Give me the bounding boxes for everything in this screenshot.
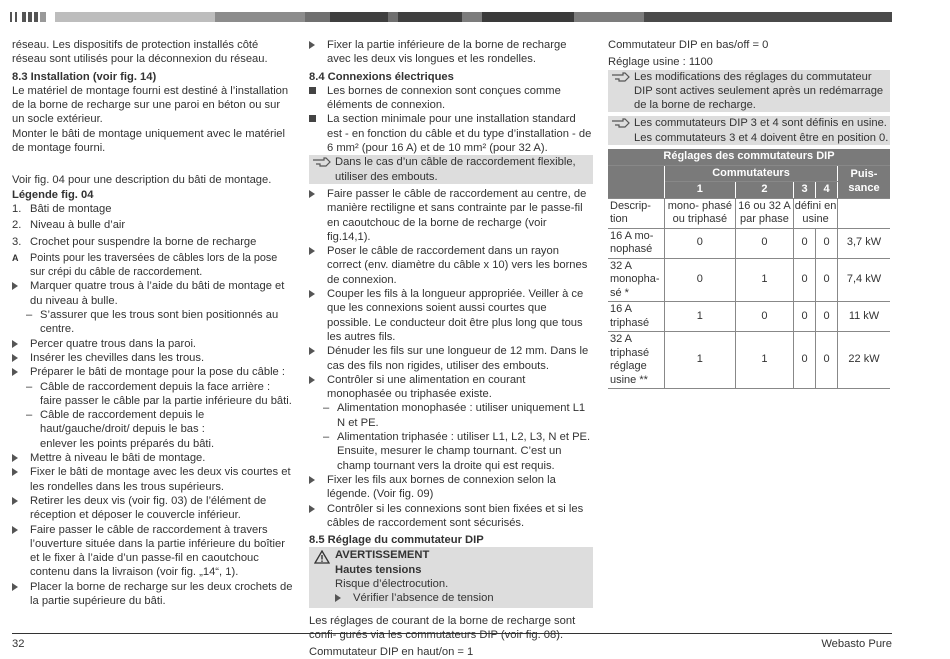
step-item: Faire passer le câble de raccordement au centre, de manière rectiligne et sans contrainte par le passe-fil en caoutchouc de la borne de recharge (voir fig.14,1).	[309, 187, 593, 244]
arrow-icon	[309, 247, 315, 255]
step-item: Couper les fils à la longueur appropriée. Veiller à ce que les connexions soient aussi courtes que possible. Le conducteur doit être plus long que tous les autres fils.	[309, 287, 593, 344]
warning-subtitle: Hautes tensions	[335, 563, 422, 576]
brand-name: Webasto Pure	[821, 638, 892, 650]
paragraph: Voir fig. 04 pour une description du bâti de montage.	[12, 174, 272, 187]
arrow-icon	[12, 583, 18, 591]
paragraph: Monter le bâti de montage uniquement avec le matériel de montage fourni.	[12, 127, 286, 155]
row-label: 32 A triphasé réglage usine **	[608, 332, 665, 389]
step-item: Fixer la partie inférieure de la borne de recharge avec les deux vis longues et les rondelles.	[309, 38, 593, 67]
arrow-icon	[335, 594, 341, 602]
square-bullet-icon	[309, 87, 316, 94]
note-box: Les commutateurs DIP 3 et 4 sont définis en usine. Les commutateurs 3 et 4 doivent être en position 0.	[608, 116, 890, 145]
arrow-icon	[309, 505, 315, 513]
row-label: 16 A mo- nophasé	[608, 228, 665, 258]
page-number: 32	[12, 638, 25, 650]
note-box: Dans le cas d’un câble de raccordement flexible, utiliser des embouts.	[309, 155, 593, 184]
arrow-icon	[12, 468, 18, 476]
row-label: Descrip- tion	[608, 198, 665, 228]
arrow-icon	[309, 41, 315, 49]
arrow-icon	[309, 347, 315, 355]
arrow-icon	[309, 376, 315, 384]
paragraph: Commutateur DIP en bas/off = 0	[608, 39, 769, 51]
square-bullet-icon	[309, 115, 316, 122]
column-header: 3	[794, 182, 816, 199]
table-cell: 0	[794, 302, 816, 332]
step-item: Poser le câble de raccordement dans un rayon correct (env. diamètre du câble x 10) vers les bornes de connexion.	[309, 244, 593, 287]
step-item: Dénuder les fils sur une longueur de 12 mm. Dans le cas des fils non rigides, utiliser des embouts.	[309, 344, 593, 373]
legend-number: 2.	[12, 219, 22, 232]
legend-title: Légende fig. 04	[12, 188, 94, 201]
sub-step: – Alimentation triphasée : utiliser L1, L2, L3, N et PE. Ensuite, mesurer le champ tournant. C’est un champ tournant vers la droite qui est requis.	[323, 431, 591, 472]
bullet-item: Les bornes de connexion sont conçues comme éléments de connexion.	[309, 84, 593, 113]
row-label: 16 A triphasé	[608, 302, 665, 332]
table-subheader: Commutateurs	[665, 165, 838, 182]
arrow-icon	[12, 368, 18, 376]
step-item: Contrôler si les connexions sont bien fixées et si les câbles de raccordement sont sécurisés.	[309, 502, 593, 531]
warning-box	[309, 547, 593, 607]
warning-text: Risque d’électrocution.	[335, 577, 449, 590]
table-row	[608, 228, 890, 258]
paragraph: réseau. Les dispositifs de protection installés côté réseau sont utilisés pour la déconnexion du réseau.	[12, 39, 268, 66]
sub-step: – S’assurer que les trous sont bien positionnés au centre.	[26, 309, 279, 336]
table-cell: 0	[794, 332, 816, 389]
warning-triangle-icon	[314, 550, 330, 568]
table-cell: 0	[816, 228, 838, 258]
table-cell: 1	[665, 302, 736, 332]
table-cell: défini en usine	[794, 198, 838, 228]
paragraph: Commutateur DIP en haut/on = 1	[309, 646, 474, 659]
power-cell: 3,7 kW	[838, 228, 891, 258]
section-heading-8-4: 8.4 Connexions électriques	[309, 70, 454, 83]
pointing-hand-icon	[312, 156, 332, 172]
table-cell	[838, 198, 891, 228]
arrow-icon	[309, 476, 315, 484]
step-item: Retirer les deux vis (voir fig. 03) de l’élément de réception et déposer le couvercle inférieur.	[12, 494, 294, 523]
table-cell: 0	[794, 258, 816, 302]
step-item: Percer quatre trous dans la paroi.	[12, 337, 294, 351]
legend-item	[12, 218, 294, 232]
table-cell: 0	[735, 302, 793, 332]
legend-text: Crochet pour suspendre la borne de recharge	[30, 235, 257, 248]
sub-step: – Câble de raccordement depuis la face arrière :	[26, 380, 271, 393]
column-header: 1	[665, 182, 736, 199]
table-cell: 0	[794, 228, 816, 258]
table-cell: 1	[735, 258, 793, 302]
table-cell: 16 ou 32 A par phase	[735, 198, 793, 228]
table-cell: 1	[665, 332, 736, 389]
table-title: Réglages des commutateurs DIP	[608, 149, 890, 165]
table-cell: 0	[665, 228, 736, 258]
power-cell: 7,4 kW	[838, 258, 891, 302]
step-item: Placer la borne de recharge sur les deux crochets de la partie supérieure du bâti.	[12, 580, 294, 609]
step-item: Contrôler si une alimentation en courant monophasée ou triphasée existe.	[309, 373, 593, 402]
column-right	[608, 38, 890, 389]
step-item: Faire passer le câble de raccordement à travers l’ouverture située dans la partie inférieure du boîtier et le fixer à l’aide d’un passe-fil en caoutchouc contenu dans la livraison (voir fig. „14“, 1).	[12, 523, 294, 580]
column-header: 2	[735, 182, 793, 199]
power-header: Puis- sance	[838, 165, 891, 198]
arrow-icon	[12, 526, 18, 534]
section-heading-8-5: 8.5 Réglage du commutateur DIP	[309, 534, 484, 547]
arrow-icon	[12, 354, 18, 362]
table-cell: 0	[665, 258, 736, 302]
column-header: 4	[816, 182, 838, 199]
table-row	[608, 332, 890, 389]
table-row	[608, 258, 890, 302]
pointing-hand-icon	[611, 71, 631, 87]
arrow-icon	[309, 290, 315, 298]
table-cell: 1	[735, 332, 793, 389]
sub-step-continuation: faire passer le câble par la partie inférieure du bâti.	[40, 394, 292, 407]
sub-step: – Alimentation monophasée : utiliser uniquement L1 N et PE.	[323, 402, 586, 429]
step-item: Mettre à niveau le bâti de montage.	[12, 451, 294, 465]
table-cell: 0	[816, 258, 838, 302]
legend-text: Bâti de montage	[30, 202, 112, 215]
legend-item	[12, 202, 294, 216]
table-row	[608, 302, 890, 332]
paragraph: Le matériel de montage fourni est destiné à l’installation de la borne de recharge sur une paroi en béton ou sur un socle extérieur.	[12, 84, 289, 126]
sub-step: – Câble de raccordement depuis le haut/gauche/droit/ depuis le bas :	[26, 409, 205, 436]
header-bar	[10, 12, 892, 22]
power-cell: 11 kW	[838, 302, 891, 332]
bullet-item: La section minimale pour une installation standard est - en fonction du câble et du type d’installation - de 6 mm² (pour 16 A) et de 10 mm² (pour 32 A).	[309, 112, 593, 155]
dip-settings-table	[608, 149, 890, 389]
arrow-icon	[12, 454, 18, 462]
legend-number: 3.	[12, 235, 22, 248]
table-cell: mono- phasé ou triphasé	[665, 198, 736, 228]
table-cell: 0	[735, 228, 793, 258]
step-item: Marquer quatre trous à l’aide du bâti de montage et du niveau à bulle.	[12, 279, 294, 308]
note-box: Les modifications des réglages du commutateur DIP sont actives seulement après un redémarrage de la borne de recharge.	[608, 70, 890, 113]
step-item: Insérer les chevilles dans les trous.	[12, 351, 294, 365]
footer	[12, 633, 892, 650]
paragraph: Les réglages de courant de la borne de recharge sont confi- gurés via les commutateurs DIP (voir fig. 08).	[309, 614, 576, 641]
power-cell: 22 kW	[838, 332, 891, 389]
step-item: Fixer le bâti de montage avec les deux vis courtes et les rondelles dans les trous supérieurs.	[12, 465, 294, 494]
step-item: Préparer le bâti de montage pour la pose du câble :	[12, 365, 294, 379]
arrow-icon	[309, 190, 315, 198]
table-cell: 0	[816, 302, 838, 332]
arrow-icon	[12, 282, 18, 290]
column-left	[12, 38, 294, 608]
legend-number: A	[12, 252, 19, 263]
arrow-icon	[12, 340, 18, 348]
sub-step-continuation: enlever les points préparés du bâti.	[40, 437, 215, 450]
warning-action: Vérifier l’absence de tension	[335, 591, 593, 605]
legend-item	[12, 251, 294, 280]
paragraph: Réglage usine : 1100	[608, 56, 713, 69]
legend-text: Points pour les traversées de câbles lors de la pose sur crépi du câble de raccordement.	[30, 251, 278, 279]
legend-item	[12, 235, 294, 249]
column-middle	[309, 38, 593, 659]
table-cell: 0	[816, 332, 838, 389]
step-item: Fixer les fils aux bornes de connexion selon la légende. (Voir fig. 09)	[309, 473, 593, 502]
warning-title: AVERTISSEMENT	[335, 549, 430, 562]
legend-text: Niveau à bulle d’air	[30, 219, 126, 232]
arrow-icon	[12, 497, 18, 505]
row-label: 32 A monopha- sé *	[608, 258, 665, 302]
pointing-hand-icon	[611, 117, 631, 133]
legend-number: 1.	[12, 202, 22, 215]
section-heading-8-3: 8.3 Installation (voir fig. 14)	[12, 70, 157, 83]
